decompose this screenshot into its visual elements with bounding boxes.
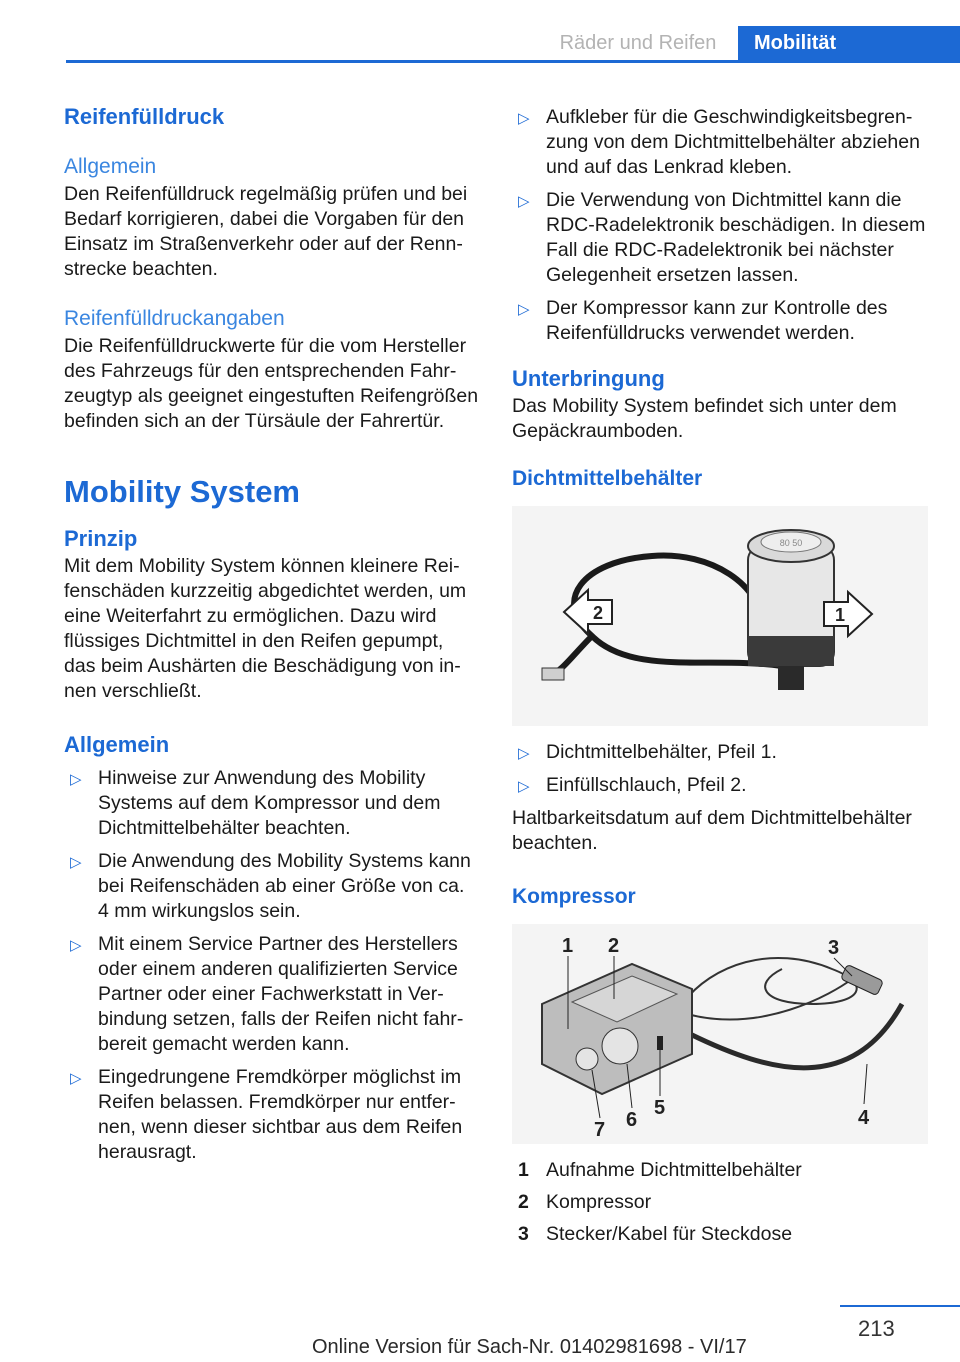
callout-5: 5 <box>654 1097 666 1119</box>
triangle-bullet-icon: ▷ <box>518 745 530 762</box>
header-rule <box>66 60 960 63</box>
callout-7: 7 <box>594 1119 606 1141</box>
legend-item <box>512 1158 932 1183</box>
triangle-bullet-icon: ▷ <box>70 854 82 871</box>
bullet-list-figure1 <box>512 740 932 798</box>
legend-number: 2 <box>518 1191 529 1213</box>
online-version-note: Online Version für Sach-Nr. 01402981698 - VI/17 <box>312 1336 747 1358</box>
heading-prinzip: Prinzip <box>64 526 138 551</box>
paragraph-reifenfuelldruckangaben: Die Reifenfülldruckwerte für die vom Hersteller des Fahrzeugs für den entsprechenden Fahrzeugtyp als geeignet eingestuften Reifengrößen befinden sich an der Türsäule der Fahrertür. <box>64 335 479 432</box>
list-item <box>512 105 932 180</box>
legend-text: Aufnahme Dichtmittelbehälter <box>546 1159 802 1181</box>
list-item-text: Mit einem Service Partner des Herstellers oder einem anderen qualifizierten Service Partner oder einer Fachwerkstatt in Verbindung setzen, falls der Reifen nicht fahrbereit gemacht werden kann. <box>98 933 464 1055</box>
legend-number: 3 <box>518 1223 529 1245</box>
left-column <box>64 100 480 1165</box>
callout-3: 3 <box>828 937 840 959</box>
heading-unterbringung: Unterbringung <box>512 366 665 391</box>
heading-reifenfuelldruckangaben: Reifenfülldruckangaben <box>64 307 285 330</box>
compressor-illustration <box>512 924 928 1144</box>
list-item <box>64 849 480 924</box>
paragraph-unterbringung: Das Mobility System befindet sich unter dem Gepäckraumboden. <box>512 395 897 442</box>
pressure-gauge <box>602 1028 638 1064</box>
list-item-text: Die Anwendung des Mobility Systems kann bei Reifenschäden ab einer Größe von ca. 4 mm wirkungslos sein. <box>98 850 471 922</box>
paragraph-allgemein: Den Reifenfülldruck regelmäßig prüfen und bei Bedarf korrigieren, dabei die Vorgaben für den Einsatz im Straßenverkehr oder auf der Rennstrecke beachten. <box>64 183 468 280</box>
list-item <box>64 766 480 841</box>
callout-2: 2 <box>608 935 620 957</box>
triangle-bullet-icon: ▷ <box>518 193 530 210</box>
list-item <box>64 932 480 1057</box>
triangle-bullet-icon: ▷ <box>518 110 530 127</box>
arrow-1-label: 1 <box>834 605 846 625</box>
triangle-bullet-icon: ▷ <box>70 771 82 788</box>
figure-dichtmittelbehaelter <box>512 506 928 726</box>
list-item-text: Die Verwendung von Dichtmittel kann die RDC-Radelektronik beschädigen. In diesem Fall die RDC-Radelektronik bei nächster Gelegenheit ersetzen lassen. <box>546 189 926 286</box>
triangle-bullet-icon: ▷ <box>70 937 82 954</box>
list-item-text: Einfüllschlauch, Pfeil 2. <box>546 774 747 796</box>
triangle-bullet-icon: ▷ <box>70 1070 82 1087</box>
page-number: 213 <box>858 1316 895 1341</box>
legend-text: Stecker/Kabel für Steckdose <box>546 1223 793 1245</box>
header-tab-mobilitaet: Mobilität <box>738 26 960 60</box>
list-item <box>512 773 932 798</box>
paragraph-haltbarkeit: Haltbarkeitsdatum auf dem Dichtmittelbehälter beachten. <box>512 807 912 854</box>
figure-kompressor <box>512 924 928 1144</box>
sealant-bottle-illustration <box>512 506 928 726</box>
bullet-list-right-top <box>512 105 932 346</box>
list-item <box>512 740 932 765</box>
legend-number: 1 <box>518 1159 529 1181</box>
legend-item <box>512 1222 932 1247</box>
list-item-text: Dichtmittelbehälter, Pfeil 1. <box>546 741 777 763</box>
heading-allgemein-2: Allgemein <box>64 732 170 757</box>
compressor-switch <box>657 1036 663 1050</box>
heading-reifenfuelldruck: Reifenfülldruck <box>64 104 225 129</box>
hose-connector <box>542 668 564 680</box>
legend-item <box>512 1190 932 1215</box>
list-item-text: Aufkleber für die Geschwindigkeitsbegrenzung von dem Dichtmittelbehälter abziehen und auf das Lenkrad kleben. <box>546 106 920 178</box>
arrow-2-label: 2 <box>592 603 604 623</box>
list-item-text: Eingedrungene Fremdkörper möglichst im Reifen belassen. Fremdkörper nur entfernen, wenn dieser sichtbar aus dem Reifen herausragt. <box>98 1066 463 1163</box>
heading-mobility-system: Mobility System <box>64 474 300 509</box>
header-tab-raeder-und-reifen: Räder und Reifen <box>559 32 717 54</box>
triangle-bullet-icon: ▷ <box>518 301 530 318</box>
callout-1: 1 <box>562 935 574 957</box>
heading-dichtmittelbehaelter: Dichtmittelbehälter <box>512 467 703 490</box>
list-item <box>512 296 932 346</box>
callout-6: 6 <box>626 1109 638 1131</box>
heading-allgemein: Allgemein <box>64 155 157 178</box>
triangle-bullet-icon: ▷ <box>518 778 530 795</box>
heading-kompressor: Kompressor <box>512 885 636 908</box>
list-item <box>64 1065 480 1165</box>
list-item-text: Der Kompressor kann zur Kontrolle des Reifenfülldrucks verwendet werden. <box>546 297 888 344</box>
paragraph-prinzip: Mit dem Mobility System können kleinere Reifenschäden kurzzeitig abgedichtet werden, um eine Weiterfahrt zu ermöglichen. Dazu wird flüssiges Dichtmittel in den Reifen gepumpt, das beim Aushärten die Beschädigung von innen verschließt. <box>64 555 467 702</box>
right-column <box>512 100 932 1247</box>
list-item <box>512 188 932 288</box>
list-item-text: Hinweise zur Anwendung des Mobility Systems auf dem Kompressor und dem Dichtmittelbehälter beachten. <box>98 767 441 839</box>
footer-rule <box>840 1305 960 1307</box>
bottle-cap-label: 80 50 <box>779 538 803 548</box>
legend-list <box>512 1158 932 1247</box>
bullet-list-allgemein <box>64 766 480 1165</box>
legend-text: Kompressor <box>546 1191 652 1213</box>
callout-4: 4 <box>858 1107 870 1129</box>
